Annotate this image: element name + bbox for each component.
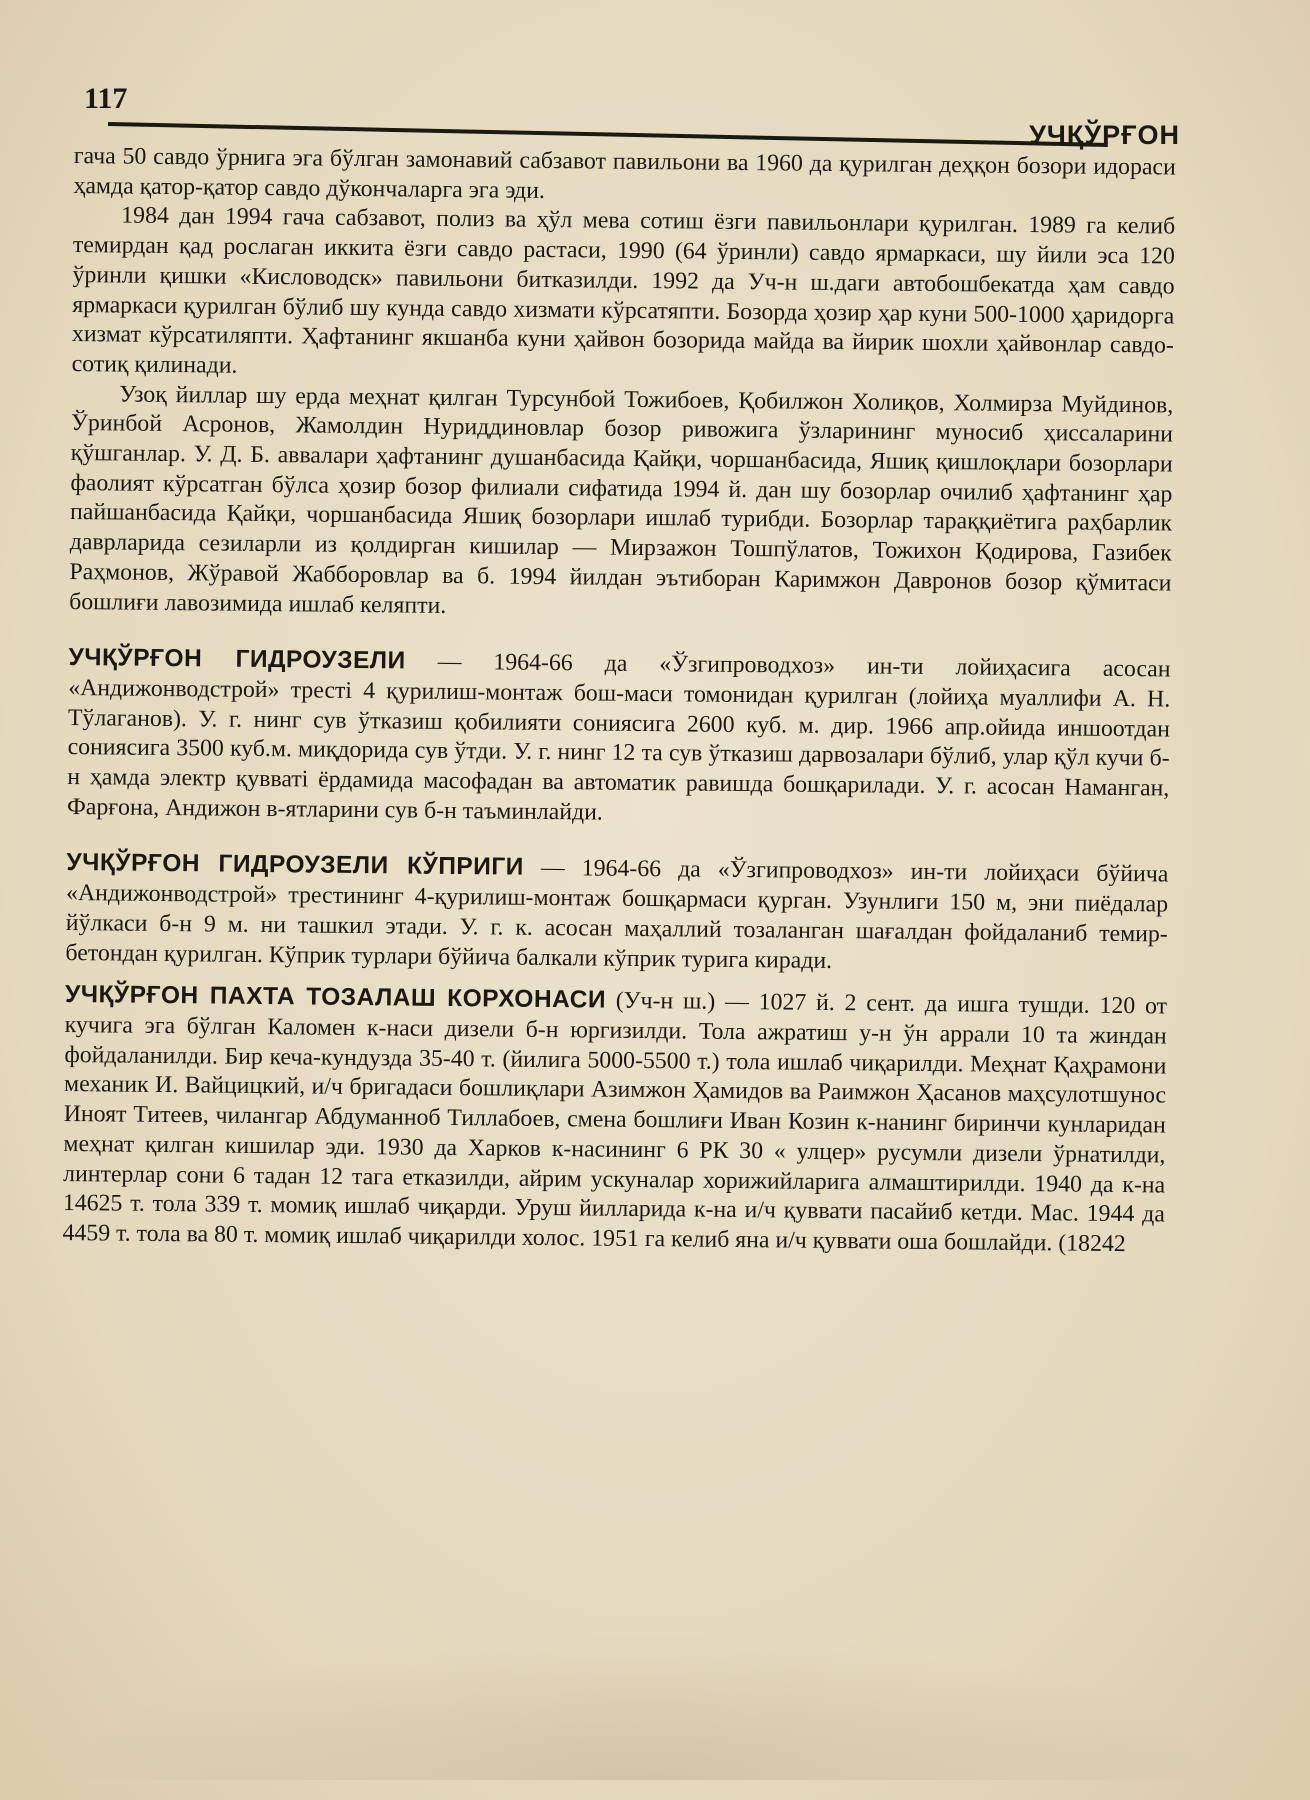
paragraph: Узоқ йиллар шу ерда меҳнат қилган Турсунбой Тожибоев, Қобилжон Холиқов, Холмирза Муйдинов, Ўринбой Асронов, Жамолдин Нуриддиновлар бозор ривожига ўзларининг муносиб ҳиссаларини қўшганлар. У. Д. Б. аввалари ҳафтанинг душанбасида Қайқи, чоршанбасида, Яшиқ қишлоқлари бозорлари фаолият кўрсатган бўлса ҳозир бозор филиали сифатида 1994 й. дан шу бозорлар очилиб ҳафтанинг ҳар пайшанбасида Қайқи, чоршанбасида Яшиқ бозорлари ишлаб турибди. Бозорлар тараққиётига раҳбарлик даврларида сезиларли из қолдирган кишилар — Мирзажон Тошпўлатов, Тожихон Қодирова, Газибек Раҳмонов, Жўравой Жабборовлар ва б. 1994 йилдан эътиборан Каримжон Давронов бозор қўмитаси бошлиғи лавозимида ишлаб келяпти. xyxy=(69,381,1174,619)
page-header xyxy=(84,82,1180,152)
paragraph-continued: гача 50 савдо ўрнига эга бўлган замонавий сабзавот павильони ва 1960 да қурилган деҳқон бозори идораси ҳамда қатор-қатор савдо дўкончаларга эга эди. xyxy=(73,142,1176,204)
entry-text: — 1964-66 да «Ўзгипроводхоз» ин-ти лойиҳаси бўйича «Андижонводстрой» трестининг 4-қурилиш-монтаж бошқармаси қурган. Узунлиги 150 м, эни пиёдалар йўлкаси б-н 9 м. ни ташкил этади. У. г. к. асосан маҳаллий тозаланган шағалдан фойдаланиб темир-бетондан қурилган. Кўприк турлари бўйича балкали кўприк турига киради. xyxy=(65,855,1169,974)
paragraph: 1984 дан 1994 гача сабзавот, полиз ва ҳўл мева сотиш ёзги павильонлари қурилган. 1989 га келиб темирдан қад рослаган иккита ёзги савдо растаси, 1990 (64 ўринли) савдо ярмаркаси, шу йили эса 120 ўринли қишки «Кисловодск» павильони битказилди. 1992 да Уч-н ш.даги автобошбекатда ҳам савдо ярмаркаси қурилган бўлиб шу кунда савдо хизмати кўрсатяпти. Бозорда ҳозир ҳар куни 500-1000 ҳаридорга хизмат кўрсатиляпти. Ҳафтанинг якшанба куни ҳайвон бозорида майда ва йирик шохли ҳайвонлар савдо-сотиқ қилинади. xyxy=(71,202,1176,379)
entry-hydro-bridge xyxy=(65,848,1168,979)
entry-headword: УЧҚЎРҒОН ГИДРОУЗЕЛИ xyxy=(68,644,406,675)
entry-cotton-plant xyxy=(62,980,1167,1260)
entry-text: (Уч-н ш.) — 1027 й. 2 сент. да ишга тушди. 120 от кучига эга бўлган Каломен к-наси дизели б-н юргизилди. Тола ажратиш у-н ўн аррали 10 та жиндан фойдаланилди. Бир кеча-кундузда 35-40 т. (йилига 5000-5500 т.) тола ишлаб чиқарилди. Меҳнат Қаҳрамони механик И. Вайцицкий, и/ч бригадаси бошлиқлари Азимжон Ҳамидов ва Раимжон Ҳасанов маҳсулотшунос Иноят Титеев, чилангар Абдуманноб Тиллабоев, смена бошлиғи Иван Козин к-нанинг биринчи кунларидан меҳнат қилган кишилар эди. 1930 да Харков к-насининг 6 РК 30 « улцер» русумли дизели ўрнатилди, линтерлар сони 6 тадан 12 тага етказилди, айрим ускуналар хорижийларига алмаштирилди. 1940 да к-на 14625 т. тола 339 т. момиқ ишлаб чиқарди. Уруш йилларида к-на и/ч қуввати пасайиб кетди. Мас. 1944 да 4459 т. тола ва 80 т. момиқ ишлаб чиқарилди холос. 1951 га келиб яна и/ч қуввати оша бошлайди. (18242 xyxy=(62,988,1168,1257)
entry-headword: УЧҚЎРҒОН ГИДРОУЗЕЛИ КЎПРИГИ xyxy=(66,849,524,882)
entry-hydro-node xyxy=(67,643,1171,834)
entry-text: — 1964-66 да «Ўзгипроводхоз» ин-ти лойиҳасига асосан «Андижонводстрой» тресті 4 қурилиш-монтаж бош-маси томонидан қурилган (лойиҳа муаллифи А. Н. Тўлаганов). У. г. нинг сув ўтказиш қобилияти сониясига 2600 куб. м. дир. 1966 апр.ойида иншоотдан сониясига 3500 куб.м. миқдорида сув ўтди. У. г. нинг 12 та сув ўтказиш дарвозалари бўлиб, улар қўл кучи б-н ҳамда электр қувватi ёрдамида масофадан ва автоматик равишда бошқарилади. У. г. асосан Наманган, Фарғона, Андижон в-ятларини сув б-н таъминлайди. xyxy=(66,649,1171,826)
page-number: 117 xyxy=(84,82,128,115)
running-head: УЧҚЎРҒОН xyxy=(1029,120,1180,150)
entry-headword: УЧҚЎРҒОН ПАХТА ТОЗАЛАШ КОРХОНАСИ xyxy=(64,981,607,1014)
page-stain xyxy=(60,1630,1220,1780)
page-content xyxy=(62,142,1176,1260)
